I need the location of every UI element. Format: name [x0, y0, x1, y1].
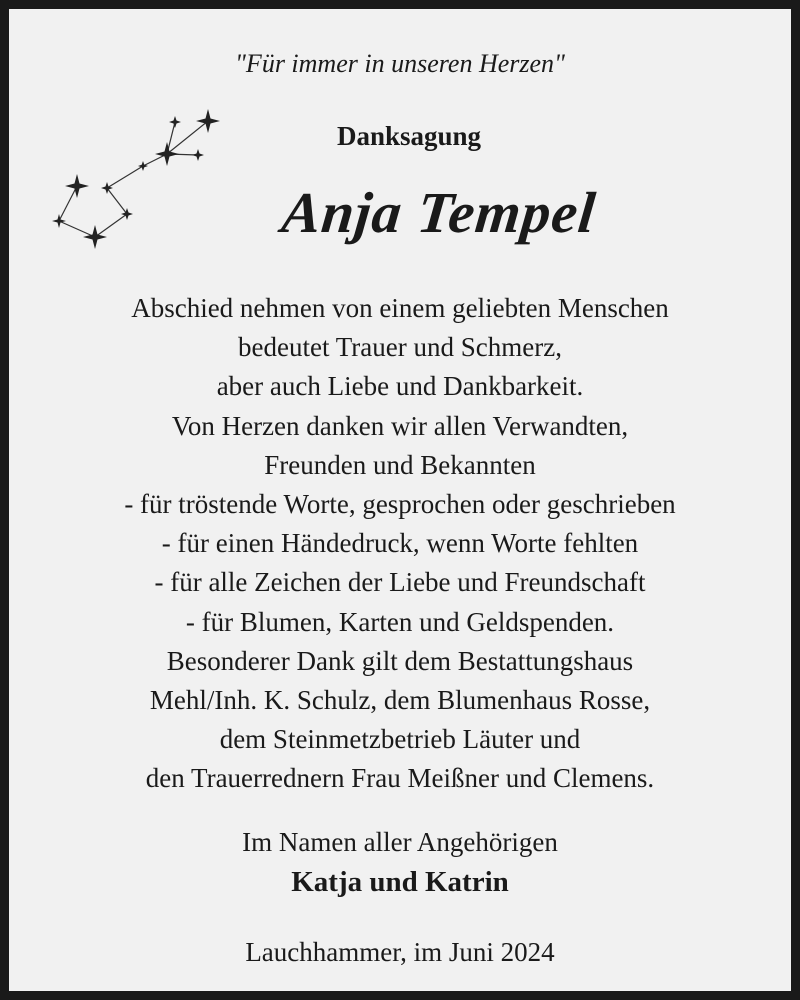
deceased-name: Anja Tempel [278, 180, 600, 245]
text-line: Von Herzen danken wir allen Verwandten, [171, 410, 629, 441]
thanks-text [9, 289, 791, 799]
heading-danksagung: Danksagung [336, 121, 482, 151]
text-line: Freunden und Bekannten [264, 449, 536, 480]
text-line: - für tröstende Worte, gesprochen oder geschrieben [124, 489, 676, 520]
text-line: bedeutet Trauer und Schmerz, [238, 332, 562, 363]
on-behalf-line: Im Namen aller Angehörigen [242, 827, 558, 857]
text-line: Besonderer Dank gilt dem Bestattungshaus [166, 645, 634, 676]
text-line: - für Blumen, Karten und Geldspenden. [185, 606, 615, 637]
text-line: Abschied nehmen von einem geliebten Menschen [131, 293, 669, 323]
text-line: den Trauerrednern Frau Meißner und Clemens. [145, 763, 655, 794]
text-line: dem Steinmetzbetrieb Läuter und [219, 724, 581, 755]
text-line: aber auch Liebe und Dankbarkeit. [216, 371, 584, 402]
text-line: - für einen Händedruck, wenn Worte fehlten [161, 528, 639, 559]
text-line: - für alle Zeichen der Liebe und Freundschaft [154, 567, 646, 598]
text-line: Mehl/Inh. K. Schulz, dem Blumenhaus Rosse, [149, 685, 651, 716]
signers: Katja und Katrin [291, 866, 509, 898]
quote-line: "Für immer in unseren Herzen" [235, 49, 565, 78]
place-date: Lauchhammer, im Juni 2024 [245, 937, 555, 967]
